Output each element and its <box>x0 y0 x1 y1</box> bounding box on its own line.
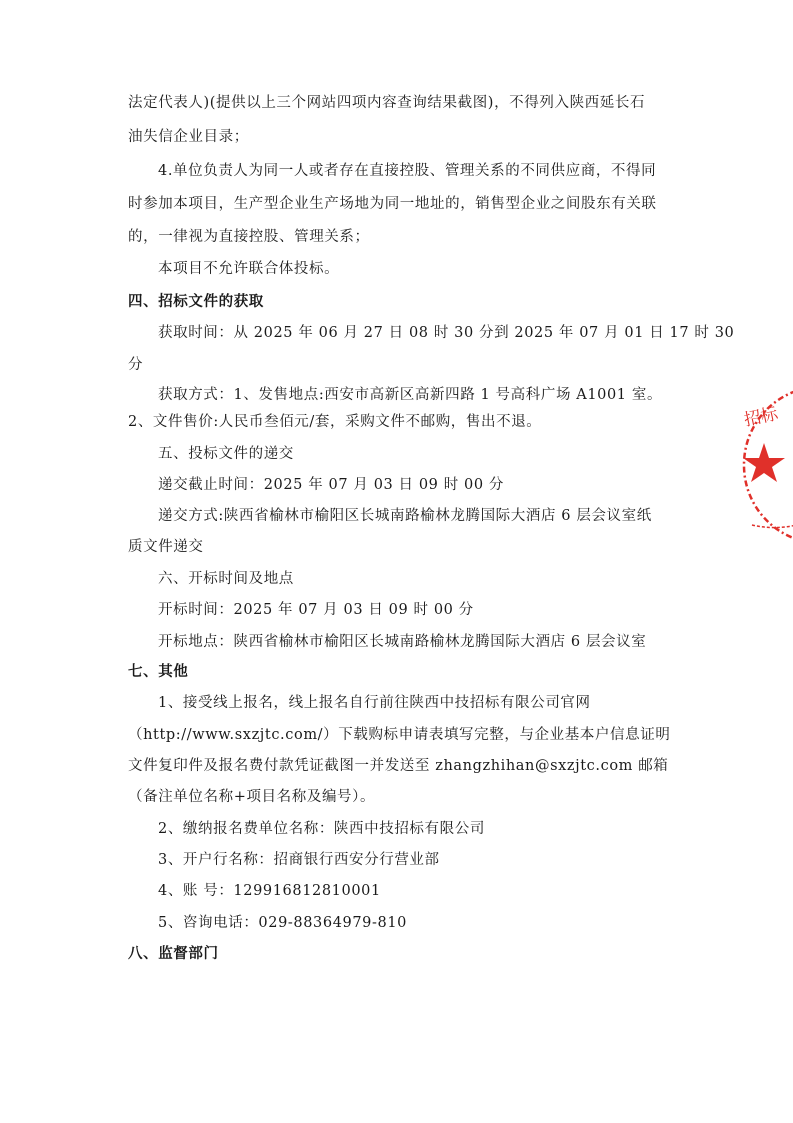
text-line: （http://www.sxzjtc.com/）下载购标申请表填写完整，与企业基本户信息证明 <box>128 727 671 743</box>
text-line: 递交截止时间：2025 年 07 月 03 日 09 时 00 分 <box>158 477 504 493</box>
text-line: 本项目不允许联合体投标。 <box>158 261 340 277</box>
text-line: 3、开户行名称：招商银行西安分行营业部 <box>158 852 440 868</box>
text-line: 分 <box>128 357 144 373</box>
star-icon <box>743 443 785 482</box>
text-line: 质文件递交 <box>128 539 204 555</box>
text-line: 2、缴纳报名费单位名称：陕西中技招标有限公司 <box>158 821 485 837</box>
section-heading: 五、投标文件的递交 <box>158 446 294 462</box>
text-line: 的，一律视为直接控股、管理关系； <box>128 229 370 245</box>
section-heading: 八、监督部门 <box>128 945 219 962</box>
text-line: 法定代表人)(提供以上三个网站四项内容查询结果截图)，不得列入陕西延长石 <box>128 95 646 111</box>
text-line: 文件复印件及报名费付款凭证截图一并发送至 zhangzhihan@sxzjtc.com 邮箱 <box>128 758 669 774</box>
text-line: 4、账 号：129916812810001 <box>158 883 381 899</box>
text-line: 1、接受线上报名，线上报名自行前往陕西中技招标有限公司官网 <box>158 695 591 711</box>
text-line: 时参加本项目，生产型企业生产场地为同一地址的，销售型企业之间股东有关联 <box>128 196 657 212</box>
seal-inner-arc <box>752 523 793 528</box>
section-heading: 六、开标时间及地点 <box>158 571 294 587</box>
section-heading: 七、其他 <box>128 663 189 680</box>
text-line: 油失信企业目录； <box>128 129 249 145</box>
text-line: 获取方式：1、发售地点:西安市高新区高新四路 1 号高科广场 A1001 室。 <box>158 387 663 403</box>
text-line: 获取时间：从 2025 年 06 月 27 日 08 时 30 分到 2025 年 07 月 01 日 17 时 30 <box>158 325 735 341</box>
section-heading: 四、招标文件的获取 <box>128 293 264 310</box>
company-seal <box>738 385 793 545</box>
text-line: 开标时间：2025 年 07 月 03 日 09 时 00 分 <box>158 602 474 618</box>
text-line: 开标地点：陕西省榆林市榆阳区长城南路榆林龙腾国际大酒店 6 层会议室 <box>158 634 647 650</box>
text-line: 5、咨询电话：029-88364979-810 <box>158 915 407 931</box>
text-line: 2、文件售价:人民币叁佰元/套，采购文件不邮购，售出不退。 <box>128 414 542 430</box>
text-line: 递交方式:陕西省榆林市榆阳区长城南路榆林龙腾国际大酒店 6 层会议室纸 <box>158 508 652 524</box>
text-line: （备注单位名称+项目名称及编号）。 <box>128 789 376 805</box>
seal-text: 招标 <box>742 404 780 431</box>
text-line: 4.单位负责人为同一人或者存在直接控股、管理关系的不同供应商，不得同 <box>158 163 657 179</box>
